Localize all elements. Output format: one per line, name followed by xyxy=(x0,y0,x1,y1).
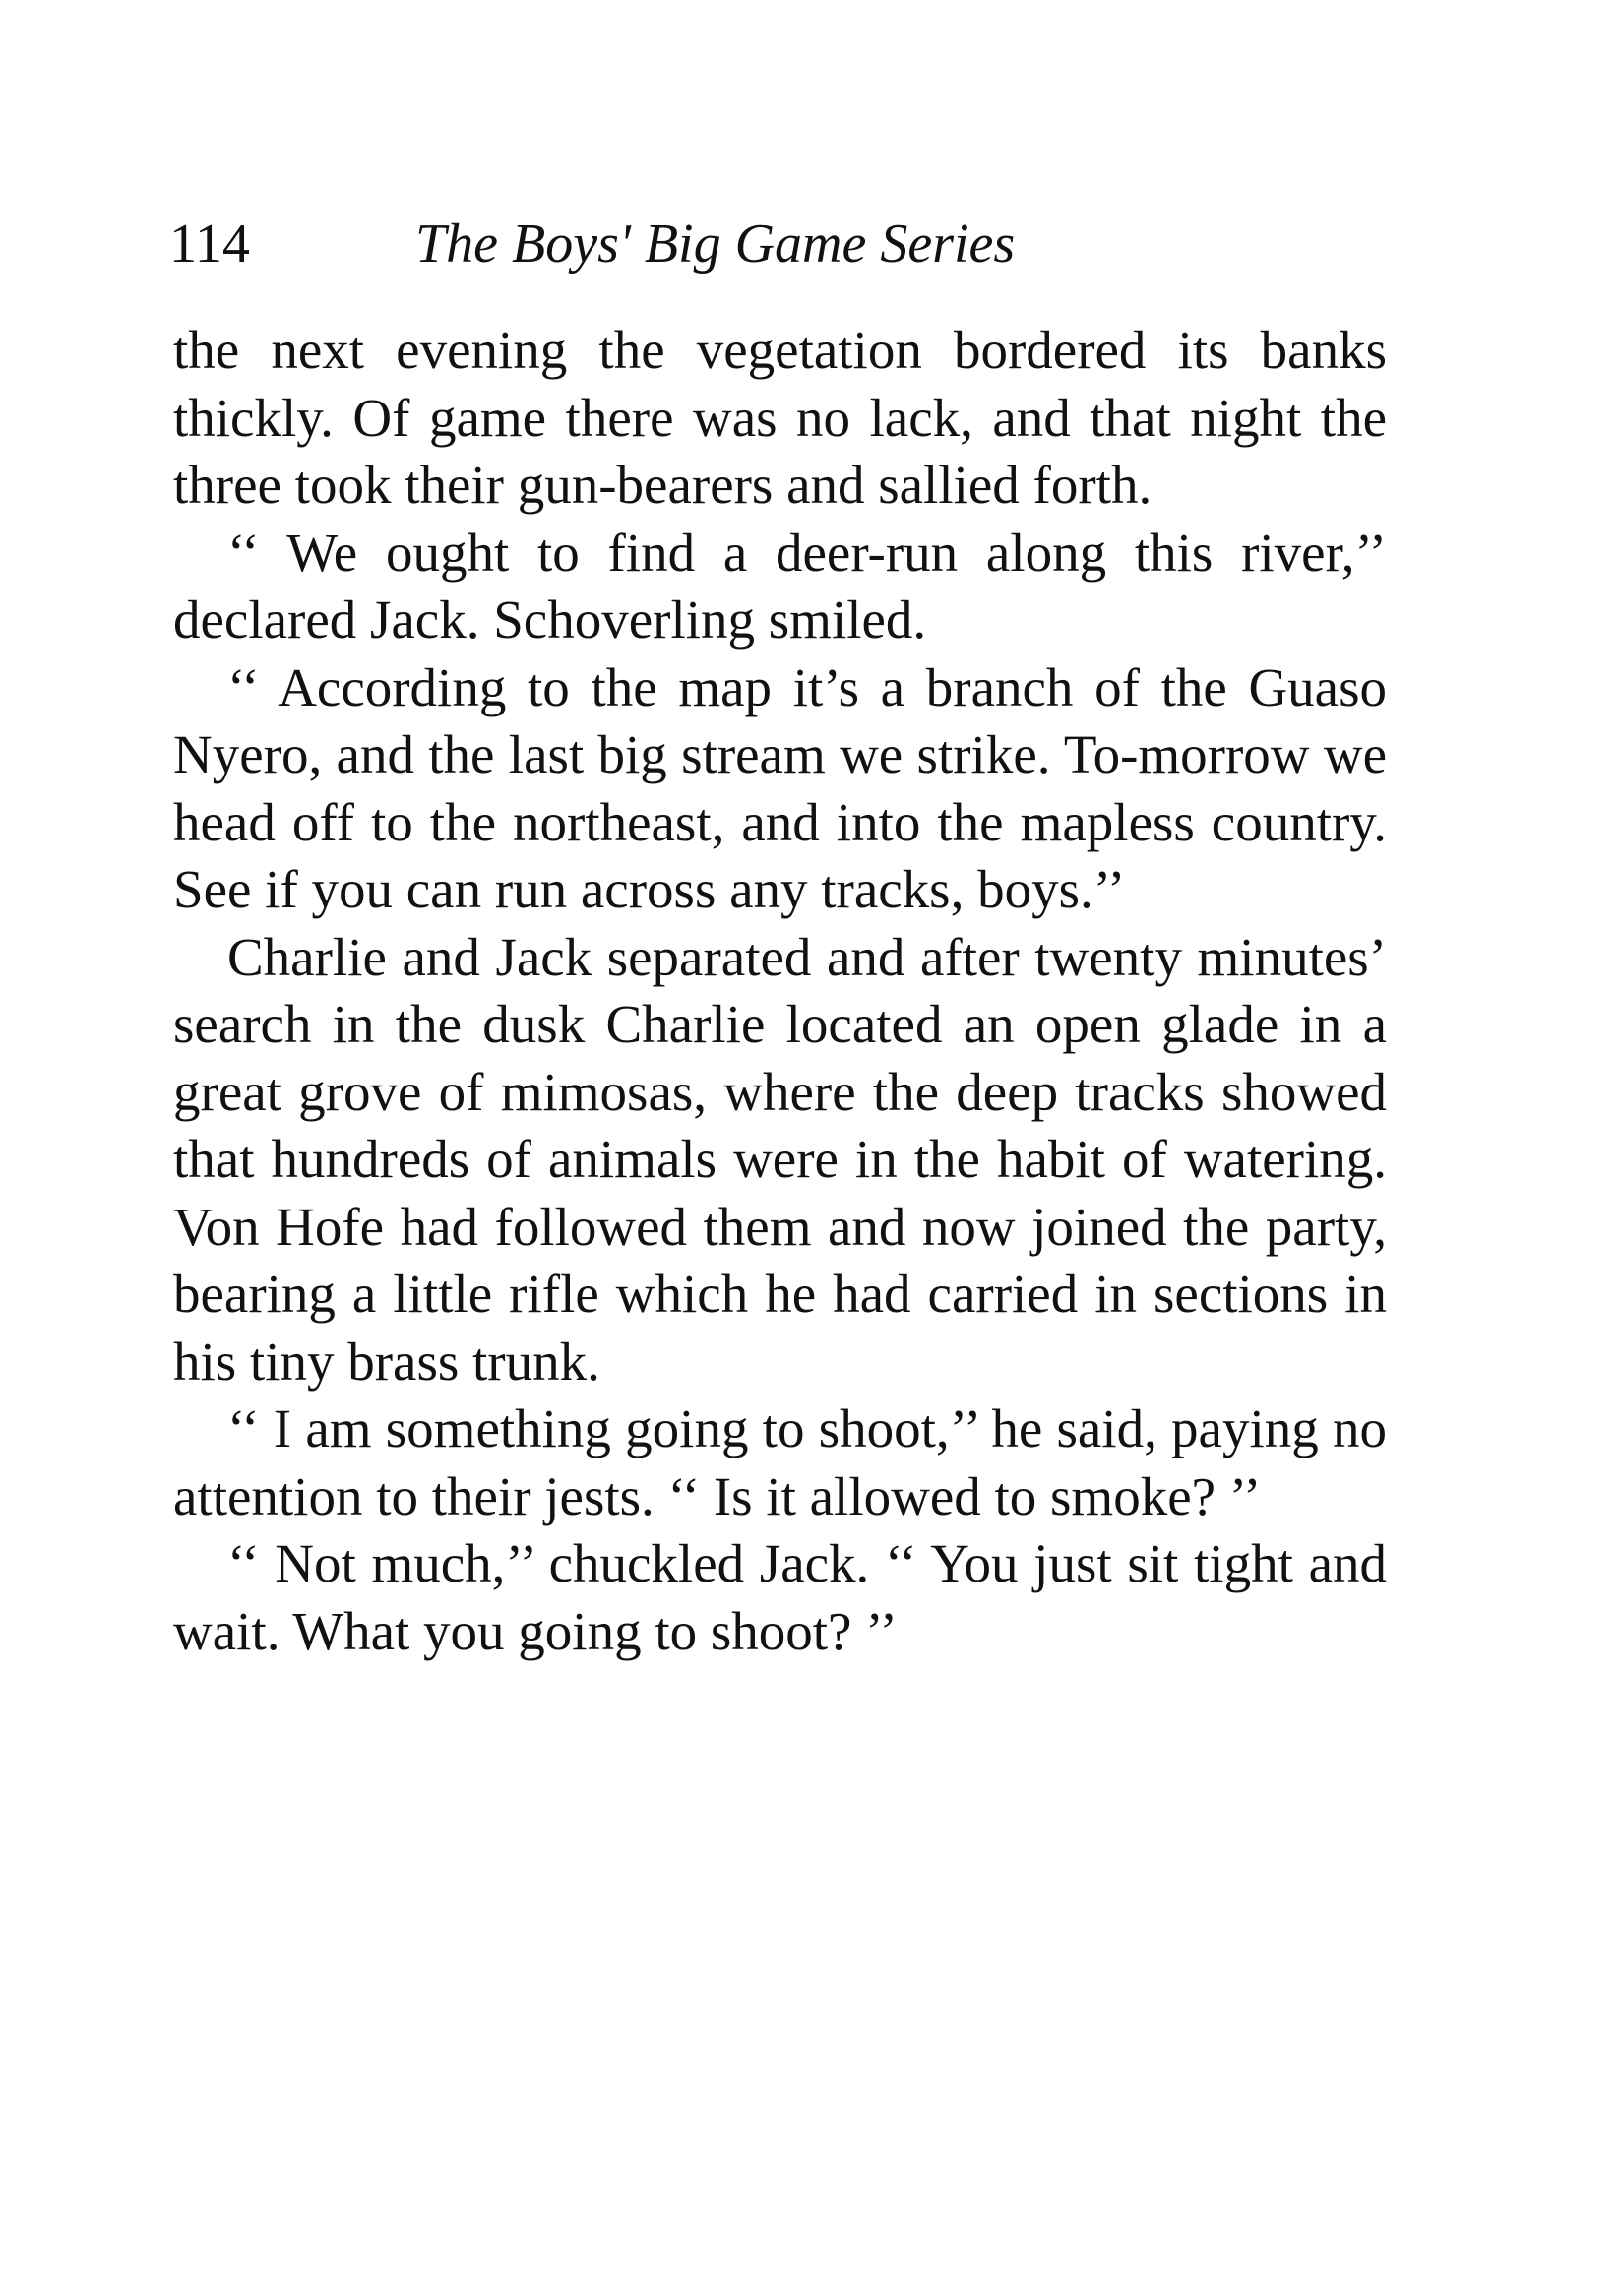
paragraph: the next evening the vegetation bordered its banks thickly. Of game there was no lack, and that night the three took their gun-bearers and sallied forth. xyxy=(173,320,1387,515)
paragraph: ‘‘ We ought to find a deer-run along this river,’’ declared Jack. Schoverling smiled. xyxy=(173,522,1387,650)
page-number: 114 xyxy=(169,214,250,275)
book-title: The Boys' Big Game Series xyxy=(415,214,1016,275)
running-head xyxy=(169,205,1390,283)
paragraph: ‘‘ I am something going to shoot,’’ he said, paying no attention to their jests. ‘‘ Is it allowed to smoke? ’’ xyxy=(173,1398,1387,1526)
paragraph: Charlie and Jack separated and after twenty minutes’ search in the dusk Charlie located an open glade in a great grove of mimosas, where the deep tracks showed that hundreds of animals were in the habit of watering. Von Hofe had followed them and now joined the party, bearing a little rifle which he had carried in sections in his tiny brass trunk. xyxy=(173,926,1387,1392)
body-text xyxy=(173,317,1387,1665)
paragraph: ‘‘ Not much,’’ chuckled Jack. ‘‘ You just sit tight and wait. What you going to shoot? ’’ xyxy=(173,1533,1387,1661)
paragraph: ‘‘ According to the map it’s a branch of the Guaso Nyero, and the last big stream we strike. To-morrow we head off to the northeast, and into the mapless country. See if you can run across any tracks, boys.’’ xyxy=(173,656,1387,919)
